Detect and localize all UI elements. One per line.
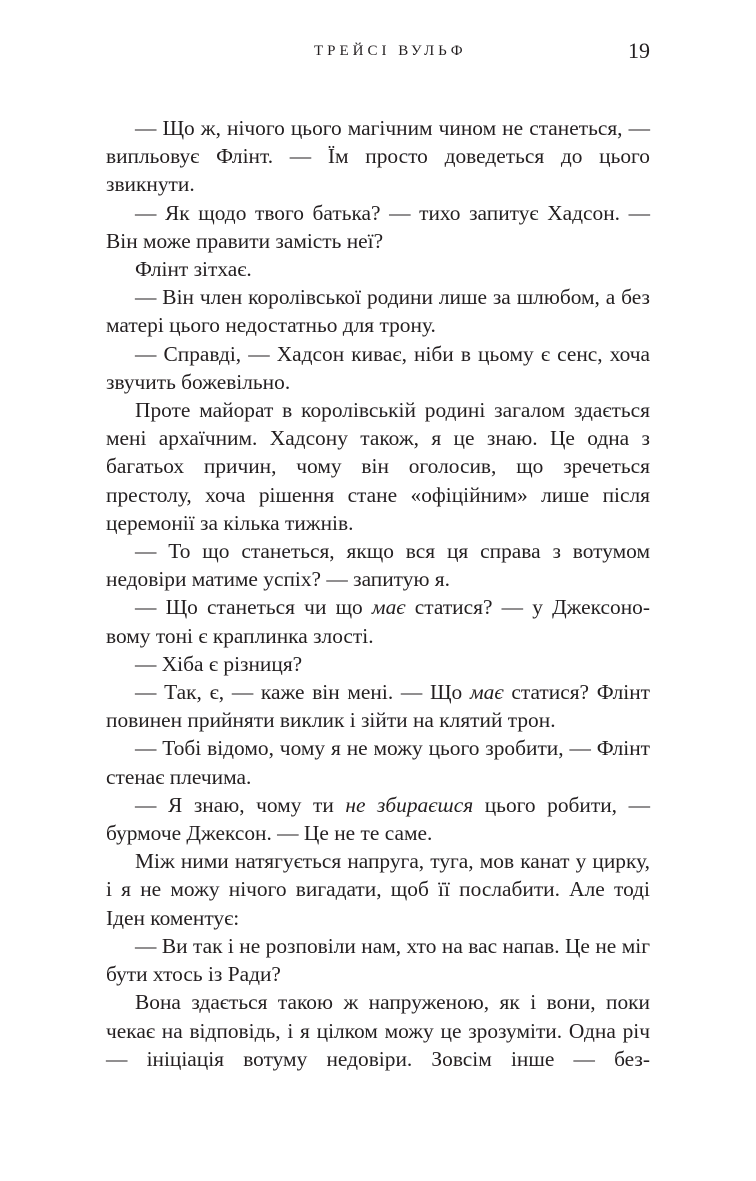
- paragraph: [106, 988, 650, 1073]
- paragraph-text: Проте майорат в королівській родині загалом здається мені архаїчним. Хадсону також, я це знаю. Це одна з багатьох причин, чому він оголосив, що зречеться престолу, хоча рішення стане «офіційним» лише після церемонії за кілька тижнів.: [106, 398, 650, 535]
- paragraph-text: — Він член королівської родини лише за шлюбом, а без матері цього недостатньо для трону.: [106, 285, 650, 338]
- paragraph: [106, 932, 650, 988]
- paragraph: [106, 199, 650, 255]
- paragraph-text: — Що станеться чи що: [135, 595, 372, 620]
- paragraph-text: — Я знаю, чому ти: [135, 792, 346, 817]
- running-head-author: ТРЕЙСІ ВУЛЬФ: [314, 43, 467, 59]
- paragraph-text: — Так, є, — каже він мені. — Що: [135, 680, 470, 705]
- paragraph: [106, 791, 650, 847]
- paragraph: [106, 847, 650, 932]
- paragraph: [106, 593, 650, 649]
- paragraph-text: — Ви так і не розповіли нам, хто на вас напав. Це не міг бути хтось із Ради?: [106, 933, 650, 987]
- paragraph: [106, 255, 650, 283]
- paragraph-text: — То що станеться, якщо вся ця справа з вотумом недовіри матиме успіх? — запитую я.: [106, 539, 650, 592]
- paragraph-text: Між ними натягується напруга, туга, мов канат у цирку, і я не можу нічого вигадати, щоб її послабити. Але тоді Іден коментує:: [106, 849, 650, 930]
- paragraph-text: статися? Флінт повинен прийняти виклик і зійти на клятий трон.: [106, 680, 651, 733]
- paragraph: [106, 114, 650, 199]
- paragraph-text: — Що ж, нічого цього магічним чином не станеться, — випльовує Флінт. — Їм просто доведеться до цього звикнути.: [106, 116, 650, 197]
- paragraph: [106, 340, 650, 396]
- paragraph-text: — Хіба є різниця?: [135, 651, 303, 676]
- paragraph: [106, 396, 650, 537]
- emphasis-text: має: [469, 680, 504, 705]
- paragraph: [106, 537, 650, 593]
- paragraph-text: статися? — у Джексоновому тоні є краплинка злості.: [106, 595, 650, 648]
- paragraph-text: цього робити, — бурмоче Джексон. — Це не те саме.: [106, 792, 650, 846]
- running-head: [0, 40, 756, 64]
- paragraph: [106, 283, 650, 339]
- emphasis-text: не збираєшся: [345, 792, 474, 817]
- emphasis-text: має: [371, 595, 406, 620]
- paragraph: [106, 734, 650, 790]
- paragraph-text: Вона здається такою ж напруженою, як і вони, поки чекає на відповідь, і я цілком можу це зрозуміти. Одна річ — ініціація вотуму недовіри. Зовсім інше — без-: [106, 990, 650, 1071]
- paragraph: [106, 678, 650, 734]
- page-number: 19: [628, 38, 650, 63]
- paragraph-text: — Тобі відомо, чому я не можу цього зробити, — Флінт стенає плечима.: [106, 736, 650, 789]
- paragraph-text: — Як щодо твого батька? — тихо запитує Хадсон. — Він може правити замість неї?: [106, 200, 650, 253]
- body-text: [106, 114, 650, 1073]
- paragraph: [106, 650, 650, 678]
- paragraph-text: Флінт зітхає.: [135, 257, 252, 282]
- paragraph-text: — Справді, — Хадсон киває, ніби в цьому є сенс, хоча звучить божевільно.: [106, 341, 650, 394]
